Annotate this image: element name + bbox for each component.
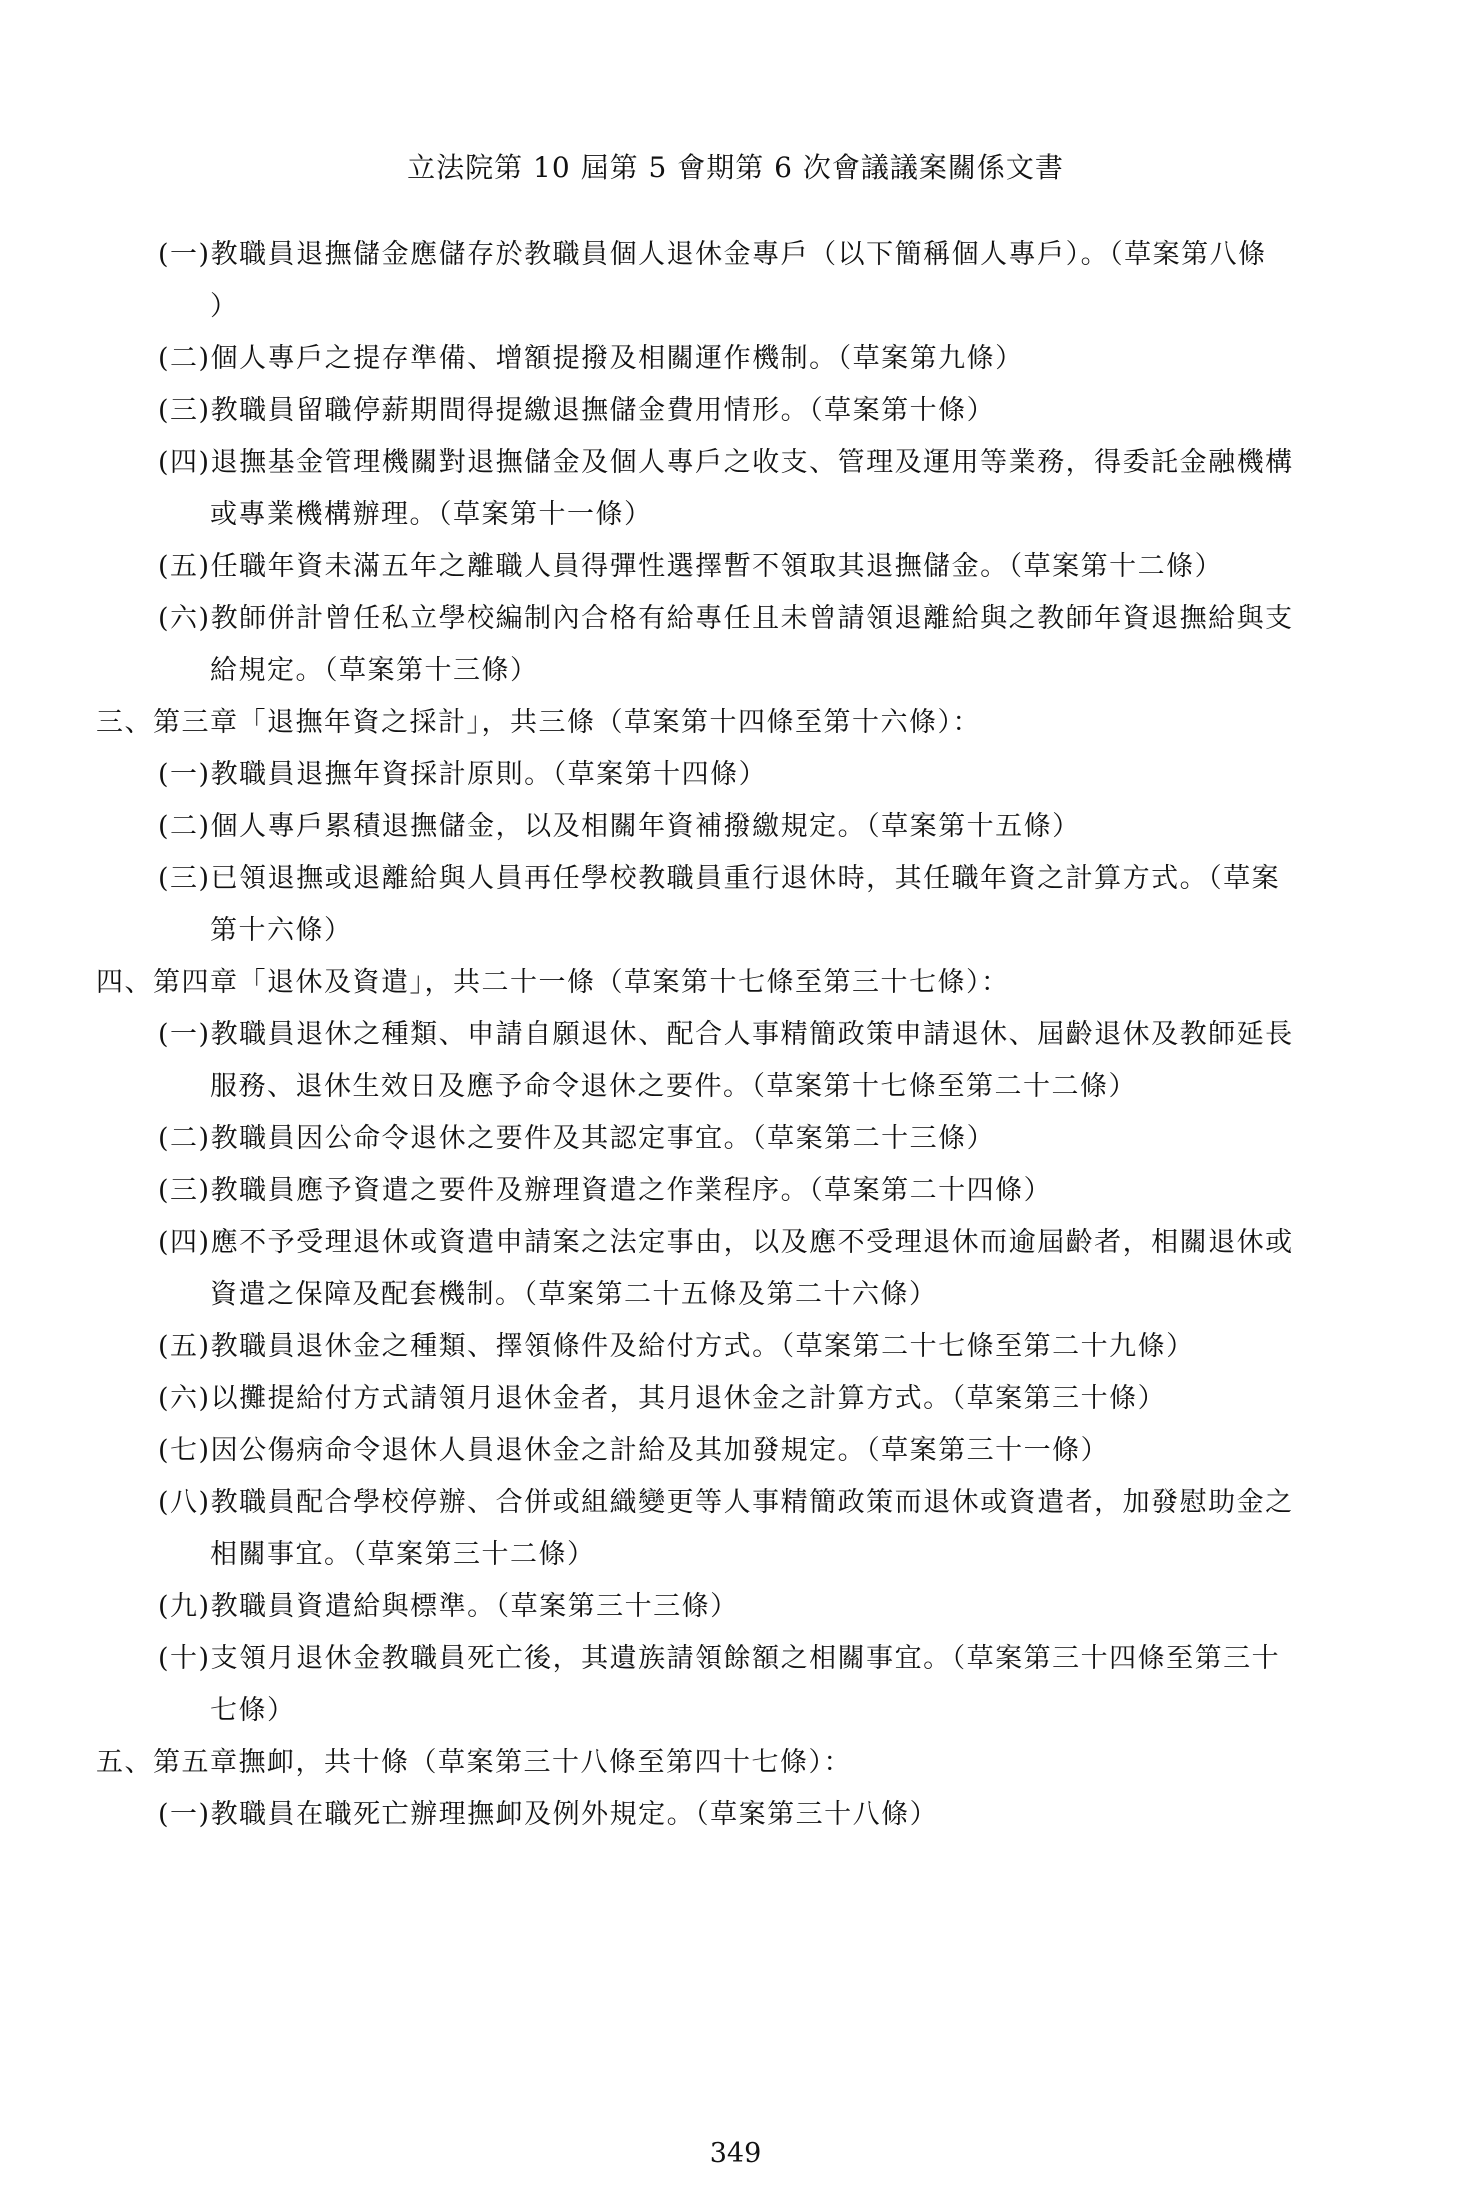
continuation-line: 服務、退休生效日及應予命令退休之要件。（草案第十七條至第二十二條） bbox=[210, 1071, 1137, 1102]
item-line: (六)以攤提給付方式請領月退休金者，其月退休金之計算方式。（草案第三十條） bbox=[158, 1383, 1167, 1414]
continuation-line: 七條） bbox=[210, 1695, 296, 1726]
item-line: (四)應不予受理退休或資遣申請案之法定事由，以及應不受理退休而逾屆齡者，相關退休或 bbox=[158, 1227, 1294, 1258]
item-line: (五)任職年資未滿五年之離職人員得彈性選擇暫不領取其退撫儲金。（草案第十二條） bbox=[158, 551, 1224, 582]
section-heading: 三、第三章「退撫年資之採計」，共三條（草案第十四條至第十六條）： bbox=[96, 707, 981, 738]
continuation-line: 給規定。（草案第十三條） bbox=[210, 655, 539, 686]
item-line: (一)教職員退休之種類、申請自願退休、配合人事精簡政策申請退休、屆齡退休及教師延長 bbox=[158, 1019, 1294, 1050]
continuation-line: 第十六條） bbox=[210, 915, 353, 946]
page-header: 立法院第 10 屆第 5 會期第 6 次會議議案關係文書 bbox=[407, 151, 1064, 184]
continuation-line: 資遣之保障及配套機制。（草案第二十五條及第二十六條） bbox=[210, 1279, 938, 1310]
item-line: (五)教職員退休金之種類、擇領條件及給付方式。（草案第二十七條至第二十九條） bbox=[158, 1331, 1195, 1362]
item-line: (九)教職員資遣給與標準。（草案第三十三條） bbox=[158, 1591, 739, 1622]
item-line: (二)個人專戶之提存準備、增額提撥及相關運作機制。（草案第九條） bbox=[158, 343, 1024, 374]
item-line: (二)教職員因公命令退休之要件及其認定事宜。（草案第二十三條） bbox=[158, 1123, 996, 1154]
item-line: (一)教職員退撫年資採計原則。（草案第十四條） bbox=[158, 759, 768, 790]
item-line: (四)退撫基金管理機關對退撫儲金及個人專戶之收支、管理及運用等業務，得委託金融機構 bbox=[158, 447, 1294, 478]
continuation-line: 或專業機構辦理。（草案第十一條） bbox=[210, 499, 653, 530]
section-heading: 四、第四章「退休及資遣」，共二十一條（草案第十七條至第三十七條）： bbox=[96, 967, 1010, 998]
continuation-line: ） bbox=[210, 291, 239, 322]
item-line: (七)因公傷病命令退休人員退休金之計給及其加發規定。（草案第三十一條） bbox=[158, 1435, 1110, 1466]
item-line: (三)教職員應予資遣之要件及辦理資遣之作業程序。（草案第二十四條） bbox=[158, 1175, 1053, 1206]
page-number: 349 bbox=[709, 2138, 762, 2169]
item-line: (一)教職員退撫儲金應儲存於教職員個人退休金專戶（以下簡稱個人專戶）。（草案第八條 bbox=[158, 239, 1267, 270]
continuation-line: 相關事宜。（草案第三十二條） bbox=[210, 1539, 596, 1570]
item-line: (二)個人專戶累積退撫儲金，以及相關年資補撥繳規定。（草案第十五條） bbox=[158, 811, 1081, 842]
item-line: (三)已領退撫或退離給與人員再任學校教職員重行退休時，其任職年資之計算方式。（草案 bbox=[158, 863, 1281, 894]
item-line: (十)支領月退休金教職員死亡後，其遺族請領餘額之相關事宜。（草案第三十四條至第三十 bbox=[158, 1643, 1281, 1674]
section-heading: 五、第五章撫卹，共十條（草案第三十八條至第四十七條）： bbox=[96, 1747, 852, 1778]
item-line: (三)教職員留職停薪期間得提繳退撫儲金費用情形。（草案第十條） bbox=[158, 395, 996, 426]
item-line: (一)教職員在職死亡辦理撫卹及例外規定。（草案第三十八條） bbox=[158, 1799, 939, 1830]
item-line: (六)教師併計曾任私立學校編制內合格有給專任且未曾請領退離給與之教師年資退撫給與支 bbox=[158, 603, 1294, 634]
item-line: (八)教職員配合學校停辦、合併或組織變更等人事精簡政策而退休或資遣者，加發慰助金之 bbox=[158, 1487, 1294, 1518]
